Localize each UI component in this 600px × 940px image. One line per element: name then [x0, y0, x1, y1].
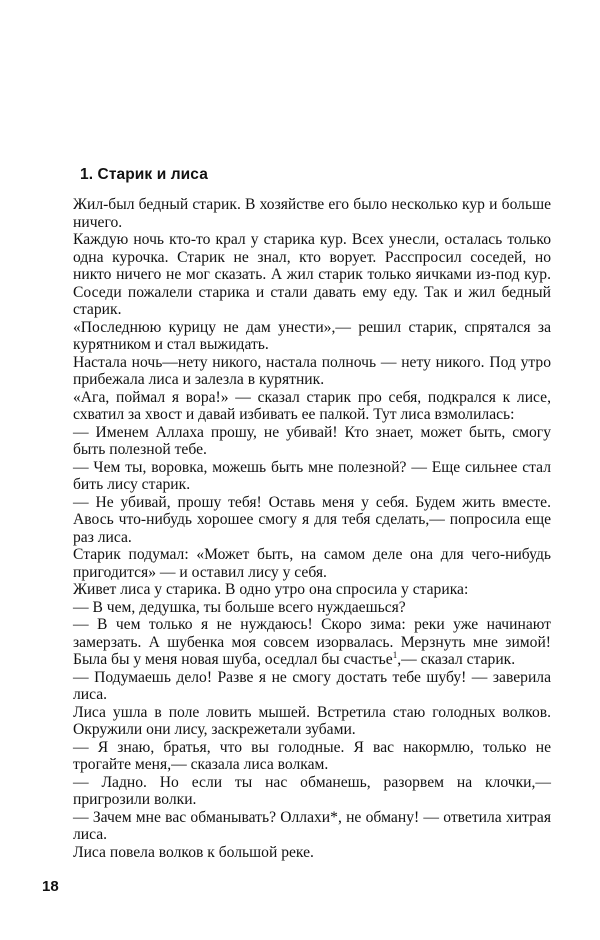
page-number: 18 [42, 878, 59, 895]
paragraph: — Ладно. Но если ты нас обманешь, разорвем на клочки,— пригрозили волки. [73, 773, 551, 808]
paragraph-tail: ,— сказал старик. [397, 651, 516, 668]
paragraph: — Не убивай, прошу тебя! Оставь меня у себя. Будем жить вместе. Авось что-нибудь хорошее смогу я для тебя сделать,— попросила еще раз лиса. [73, 493, 551, 546]
paragraph: — Именем Аллаха прошу, не убивай! Кто знает, может быть, смогу быть полезной тебе. [73, 423, 551, 458]
paragraph: — Подумаешь дело! Разве я не смогу достать тебе шубу! — заверила лиса. [73, 668, 551, 703]
paragraph: Настала ночь—нету никого, настала полночь — нету никого. Под утро прибежала лиса и залезла в курятник. [73, 353, 551, 388]
paragraph-text: — В чем только я не нуждаюсь! Скоро зима: реки уже начинают замерзать. А шубенка моя совсем изорвалась. Мерзнуть мне зимой! Была бы у меня новая шуба, оседлал бы счастье [73, 616, 551, 668]
paragraph: Лиса ушла в поле ловить мышей. Встретила стаю голодных волков. Окружили они лису, заскрежетали зубами. [73, 703, 551, 738]
paragraph: — Зачем мне вас обманывать? Оллахи*, не обману! — ответила хитрая лиса. [73, 808, 551, 843]
paragraph: Старик подумал: «Может быть, на самом деле она для чего-нибудь пригодится» — и оставил лису у себя. [73, 546, 551, 581]
footnote-mark: 1 [392, 649, 398, 660]
story-text [73, 196, 551, 861]
paragraph: Каждую ночь кто-то крал у старика кур. Всех унесли, осталась только одна курочка. Старик не знал, кто ворует. Расспросил соседей, но никто ничего не мог сказать. А жил старик только яичками из-под кур. Соседи пожалели старика и стали давать ему еду. Так и жил бедный старик. [73, 231, 551, 318]
paragraph: — В чем, дедушка, ты больше всего нуждаешься? [73, 598, 406, 616]
chapter-title: 1. Старик и лиса [80, 166, 208, 183]
paragraph: Жил-был бедный старик. В хозяйстве его было несколько кур и больше ничего. [73, 196, 551, 231]
paragraph: Живет лиса у старика. В одно утро она спросила у старика: [73, 581, 469, 598]
paragraph: «Последнюю курицу не дам унести»,— решил старик, спрятался за курятником и стал выжидать. [73, 318, 551, 353]
paragraph: «Ага, поймал я вора!» — сказал старик про себя, подкрался к лисе, схватил за хвост и давай избивать ее палкой. Тут лиса взмолилась: [73, 388, 551, 423]
paragraph: Лиса повела волков к большой реке. [73, 843, 314, 861]
paragraph: — Я знаю, братья, что вы голодные. Я вас накормлю, только не трогайте меня,— сказала лиса волкам. [73, 738, 551, 773]
paragraph [73, 616, 551, 669]
paragraph: — Чем ты, воровка, можешь быть мне полезной? — Еще сильнее стал бить лису старик. [73, 458, 551, 493]
